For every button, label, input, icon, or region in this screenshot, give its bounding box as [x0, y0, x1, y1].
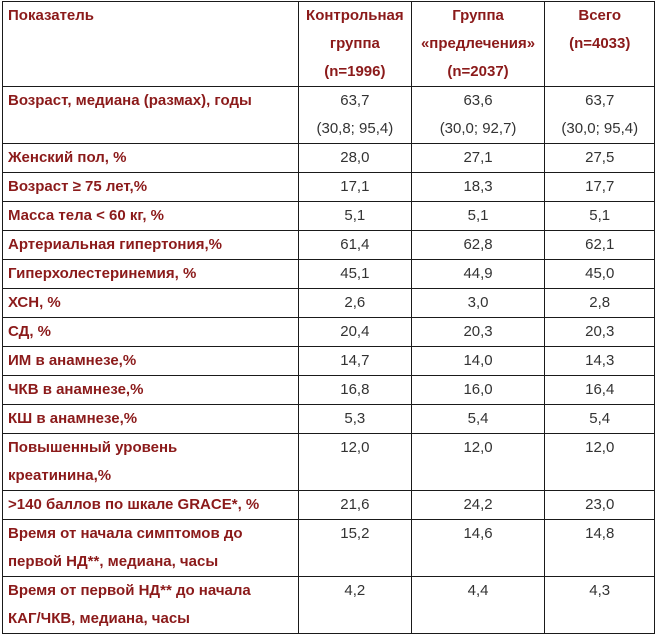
cell-total — [545, 434, 655, 491]
table-row — [3, 318, 655, 347]
row-label-line: Повышенный уровень — [8, 439, 178, 456]
cell-pretreatment — [411, 173, 545, 202]
cell-pretreatment-line: 3,0 — [467, 294, 489, 311]
cell-control — [299, 405, 412, 434]
row-label — [3, 376, 299, 405]
table-row — [3, 434, 655, 491]
row-label — [3, 577, 299, 634]
cell-control-line: 4,2 — [344, 582, 366, 599]
row-label-line: КАГ/ЧКВ, медиана, часы — [8, 610, 190, 627]
cell-pretreatment — [411, 347, 545, 376]
row-label — [3, 491, 299, 520]
cell-control-line: 5,3 — [344, 410, 366, 427]
cell-total — [545, 87, 655, 144]
cell-total — [545, 405, 655, 434]
cell-control — [299, 231, 412, 260]
row-label — [3, 289, 299, 318]
row-label-line: СД, % — [8, 323, 51, 340]
cell-control — [299, 347, 412, 376]
header-control-line: (n=1996) — [324, 63, 386, 80]
table-row — [3, 289, 655, 318]
cell-total-line: (30,0; 95,4) — [561, 120, 639, 137]
table-row — [3, 491, 655, 520]
row-label — [3, 87, 299, 144]
table-row — [3, 376, 655, 405]
cell-pretreatment — [411, 144, 545, 173]
cell-total — [545, 577, 655, 634]
cell-control — [299, 491, 412, 520]
cell-total-line: 17,7 — [585, 178, 615, 195]
header-control-group — [299, 2, 412, 87]
cell-control-line: 21,6 — [340, 496, 370, 513]
cell-pretreatment — [411, 434, 545, 491]
cell-pretreatment-line: 27,1 — [463, 149, 493, 166]
cell-total-line: 14,8 — [585, 525, 615, 542]
table-row — [3, 520, 655, 577]
row-label-line: Время от начала симптомов до — [8, 525, 243, 542]
cell-pretreatment — [411, 577, 545, 634]
cell-control-line: 63,7 — [340, 92, 370, 109]
cell-control — [299, 289, 412, 318]
cell-pretreatment — [411, 520, 545, 577]
row-label — [3, 347, 299, 376]
cell-control-line: 15,2 — [340, 525, 370, 542]
row-label — [3, 144, 299, 173]
cell-total-line: 16,4 — [585, 381, 615, 398]
cell-control — [299, 87, 412, 144]
table-row — [3, 347, 655, 376]
cell-control-line: 2,6 — [344, 294, 366, 311]
cell-pretreatment-line: 5,1 — [467, 207, 489, 224]
cell-pretreatment-line: 63,6 — [463, 92, 493, 109]
header-total — [545, 2, 655, 87]
cell-control — [299, 376, 412, 405]
header-pre-line: Группа — [452, 7, 504, 24]
table-body — [3, 87, 655, 634]
header-param-text: Показатель — [8, 7, 95, 24]
cell-total — [545, 173, 655, 202]
cell-pretreatment — [411, 289, 545, 318]
row-label — [3, 520, 299, 577]
row-label — [3, 434, 299, 491]
cell-total — [545, 144, 655, 173]
cell-pretreatment — [411, 376, 545, 405]
cell-control-line: 12,0 — [340, 439, 370, 456]
cell-control-line: 28,0 — [340, 149, 370, 166]
cell-total-line: 20,3 — [585, 323, 615, 340]
cell-total — [545, 289, 655, 318]
row-label — [3, 202, 299, 231]
table-row — [3, 577, 655, 634]
row-label-line: креатинина,% — [8, 467, 112, 484]
cell-total — [545, 376, 655, 405]
row-label-line: Женский пол, % — [8, 149, 127, 166]
cell-control-line: 17,1 — [340, 178, 370, 195]
cell-control-line: 61,4 — [340, 236, 370, 253]
row-label — [3, 173, 299, 202]
cell-pretreatment-line: 12,0 — [463, 439, 493, 456]
cell-total-line: 4,3 — [589, 582, 611, 599]
header-total-line: Всего — [578, 7, 622, 24]
cell-pretreatment — [411, 318, 545, 347]
cell-control-line: 16,8 — [340, 381, 370, 398]
row-label-line: Возраст, медиана (размах), годы — [8, 92, 252, 109]
row-label-line: КШ в анамнезе,% — [8, 410, 138, 427]
table-row — [3, 405, 655, 434]
cell-control — [299, 318, 412, 347]
row-label-line: Возраст ≥ 75 лет,% — [8, 178, 148, 195]
cell-pretreatment — [411, 491, 545, 520]
table-row — [3, 87, 655, 144]
cell-total — [545, 520, 655, 577]
cell-pretreatment-line: 18,3 — [463, 178, 493, 195]
cell-control — [299, 144, 412, 173]
row-label — [3, 260, 299, 289]
header-row — [3, 2, 655, 87]
row-label-line: >140 баллов по шкале GRACE*, % — [8, 496, 260, 513]
row-label-line: ЧКВ в анамнезе,% — [8, 381, 144, 398]
header-control-line: Контрольная — [306, 7, 404, 24]
header-total-line: (n=4033) — [569, 35, 631, 52]
table-row — [3, 260, 655, 289]
cell-control — [299, 434, 412, 491]
table-row — [3, 231, 655, 260]
cell-pretreatment — [411, 260, 545, 289]
row-label — [3, 318, 299, 347]
header-pretreatment-group — [411, 2, 545, 87]
cell-pretreatment-line: 14,0 — [463, 352, 493, 369]
cell-pretreatment — [411, 202, 545, 231]
cell-pretreatment-line: 44,9 — [463, 265, 493, 282]
row-label-line: Гиперхолестеринемия, % — [8, 265, 197, 282]
cell-control-line: 14,7 — [340, 352, 370, 369]
cell-pretreatment-line: 14,6 — [463, 525, 493, 542]
cell-pretreatment-line: 16,0 — [463, 381, 493, 398]
cell-total-line: 63,7 — [585, 92, 615, 109]
cell-total — [545, 318, 655, 347]
cell-total — [545, 202, 655, 231]
cell-control — [299, 202, 412, 231]
cell-total-line: 62,1 — [585, 236, 615, 253]
cell-control — [299, 520, 412, 577]
header-control-line: группа — [329, 35, 380, 52]
cell-total-line: 14,3 — [585, 352, 615, 369]
cell-total — [545, 491, 655, 520]
cell-pretreatment-line: (30,0; 92,7) — [439, 120, 517, 137]
header-param — [3, 2, 299, 87]
row-label-line: ХСН, % — [8, 294, 61, 311]
table-row — [3, 173, 655, 202]
cell-pretreatment-line: 24,2 — [463, 496, 493, 513]
cell-control — [299, 173, 412, 202]
table-row — [3, 144, 655, 173]
cell-total-line: 5,4 — [589, 410, 611, 427]
header-pre-line: «предлечения» — [420, 35, 536, 52]
row-label — [3, 405, 299, 434]
cell-total-line: 45,0 — [585, 265, 615, 282]
cell-total-line: 2,8 — [589, 294, 611, 311]
cell-control-line: (30,8; 95,4) — [316, 120, 394, 137]
baseline-characteristics-table — [2, 1, 655, 634]
cell-total — [545, 260, 655, 289]
cell-control-line: 20,4 — [340, 323, 370, 340]
cell-total-line: 5,1 — [589, 207, 611, 224]
cell-control — [299, 260, 412, 289]
cell-control-line: 45,1 — [340, 265, 370, 282]
cell-pretreatment — [411, 87, 545, 144]
row-label-line: Артериальная гипертония,% — [8, 236, 222, 253]
row-label-line: ИМ в анамнезе,% — [8, 352, 137, 369]
table-row — [3, 202, 655, 231]
row-label-line: первой НД**, медиана, часы — [8, 553, 219, 570]
cell-pretreatment-line: 62,8 — [463, 236, 493, 253]
cell-total — [545, 347, 655, 376]
cell-total-line: 27,5 — [585, 149, 615, 166]
cell-total-line: 12,0 — [585, 439, 615, 456]
cell-pretreatment-line: 20,3 — [463, 323, 493, 340]
cell-total — [545, 231, 655, 260]
row-label — [3, 231, 299, 260]
cell-control-line: 5,1 — [344, 207, 366, 224]
cell-pretreatment-line: 4,4 — [467, 582, 489, 599]
cell-total-line: 23,0 — [585, 496, 615, 513]
cell-pretreatment — [411, 405, 545, 434]
cell-pretreatment — [411, 231, 545, 260]
cell-control — [299, 577, 412, 634]
row-label-line: Масса тела < 60 кг, % — [8, 207, 165, 224]
row-label-line: Время от первой НД** до начала — [8, 582, 251, 599]
cell-pretreatment-line: 5,4 — [467, 410, 489, 427]
header-pre-line: (n=2037) — [447, 63, 509, 80]
